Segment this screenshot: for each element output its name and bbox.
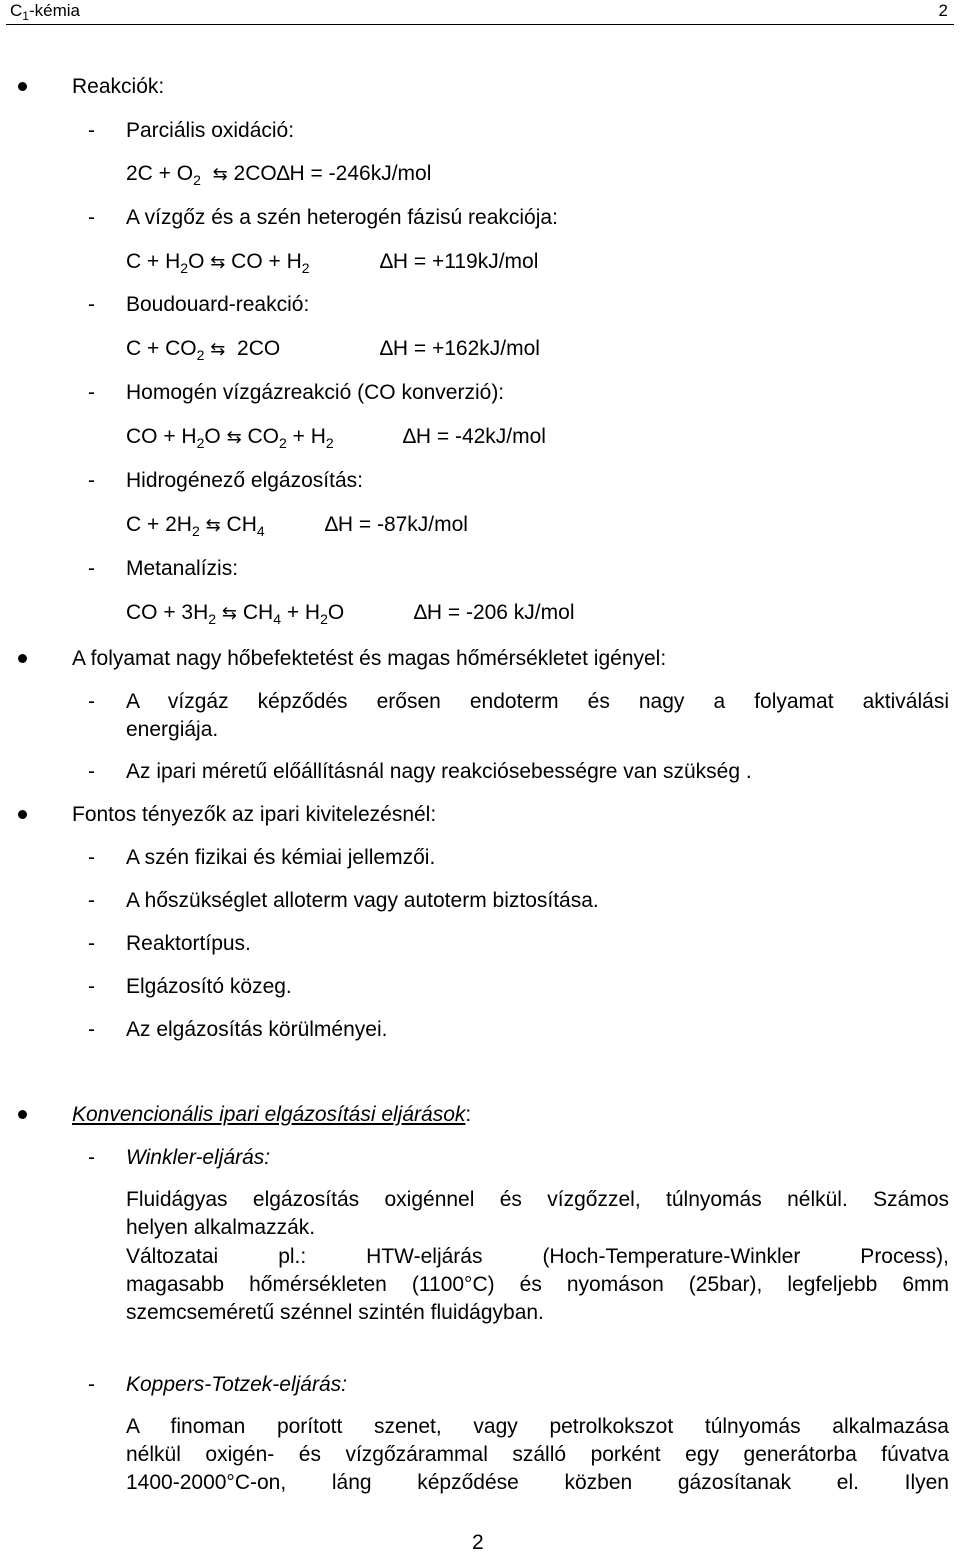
dash-icon: - [88,557,95,580]
running-header-title: $C_1$-kémia [10,1,80,23]
winkler-paragraph-2-line-2: magasabb hőmérsékleten (1100°C) és nyomáson (25bar), legfeljebb 6mm [126,1273,949,1296]
equilibrium-arrow-icon: ⇆ [205,515,221,535]
dash-icon: - [88,1146,95,1169]
boudouard-equation: $C + CO_2$ ⇆ 2CO [126,337,281,363]
dash-icon: - [88,381,95,404]
factors-heading: Fontos tényezők az ipari kivitelezésnél: [72,803,437,826]
winkler-paragraph-1-line-1: Fluidágyas elgázosítás oxigénnel és vízgőzzel, túlnyomás nélkül. Számos [126,1188,949,1211]
equilibrium-arrow-icon: ⇆ [226,427,242,447]
factor-item: Reaktortípus. [126,932,251,955]
footer-page-number: 2 [472,1531,484,1554]
equilibrium-arrow-icon: ⇆ [212,164,228,184]
koppers-paragraph-line-2: nélkül oxigén- és vízgőzárammal szálló porként egy generátorba fúvatva [126,1443,949,1466]
dash-icon: - [88,1018,95,1041]
winkler-paragraph-2-line-3: szemcseméretű szénnel szintén fluidágyban. [126,1301,544,1324]
running-header-page-number: 2 [938,1,948,20]
koppers-paragraph-line-1: A finoman porított szenet, vagy petrolkokszot túlnyomás alkalmazása [126,1415,949,1438]
koppers-title: Koppers-Totzek-eljárás: [126,1373,347,1396]
dash-icon: - [88,293,95,316]
equilibrium-arrow-icon: ⇆ [210,252,226,272]
factor-item: A hőszükséglet alloterm vagy autoterm biztosítása. [126,889,599,912]
heat-item-1-line-2: energiája. [126,718,219,741]
winkler-paragraph-2-line-1: Változatai pl.: HTW-eljárás (Hoch-Temperature-Winkler Process), [126,1245,949,1268]
bullet-icon [18,82,27,91]
dash-icon: - [88,760,95,783]
dash-icon: - [88,846,95,869]
winkler-paragraph-1-line-2: helyen alkalmazzák. [126,1216,316,1239]
hidrogenezo-enthalpy: ∆H = -87kJ/mol [325,513,468,536]
hidrogenezo-label: Hidrogénező elgázosítás: [126,469,363,492]
bullet-icon [18,1110,27,1119]
dash-icon: - [88,975,95,998]
heat-heading: A folyamat nagy hőbefektetést és magas hőmérsékletet igényel: [72,647,667,670]
metanalizis-enthalpy: ∆H = -206 kJ/mol [414,601,575,624]
homogen-enthalpy: ∆H = -42kJ/mol [403,425,546,448]
dash-icon: - [88,119,95,142]
vizgoz-label: A vízgőz és a szén heterogén fázisú reakciója: [126,206,558,229]
header-divider [6,24,954,25]
winkler-title: Winkler-eljárás: [126,1146,271,1169]
homogen-equation: CO + $H_2O$ ⇆ $CO_2 + H_2$ [126,425,334,451]
parcialis-equation: $2C + O_2$ ⇆ 2CO∆H = -246kJ/mol [126,162,432,188]
parcialis-label: Parciális oxidáció: [126,119,295,142]
heat-item-2: Az ipari méretű előállításnál nagy reakciósebességre van szükség . [126,760,752,783]
factor-item: A szén fizikai és kémiai jellemzői. [126,846,436,869]
dash-icon: - [88,932,95,955]
factor-item: Az elgázosítás körülményei. [126,1018,388,1041]
heat-item-1-line-1: A vízgáz képződés erősen endoterm és nagy a folyamat aktiválási [126,690,949,713]
dash-icon: - [88,469,95,492]
dash-icon: - [88,690,95,713]
reactions-heading: Reakciók: [72,75,165,98]
metanalizis-equation: CO + $3H_2$ ⇆ $CH_4 + H_2O$ [126,601,345,627]
bullet-icon [18,654,27,663]
vizgoz-equation: $C + H_2O$ ⇆ CO + $H_2$ [126,250,310,276]
bullet-icon [18,810,27,819]
vizgoz-enthalpy: ∆H = +119kJ/mol [380,250,539,273]
metanalizis-label: Metanalízis: [126,557,239,580]
dash-icon: - [88,1373,95,1396]
boudouard-label: Boudouard-reakció: [126,293,310,316]
dash-icon: - [88,206,95,229]
boudouard-enthalpy: ∆H = +162kJ/mol [380,337,540,360]
factor-item: Elgázosító közeg. [126,975,292,998]
hidrogenezo-equation: $C + 2H_2$ ⇆ $CH_4$ [126,513,265,539]
koppers-paragraph-line-3: 1400-2000°C-on, láng képződése közben gázosítanak el. Ilyen [126,1471,949,1494]
dash-icon: - [88,889,95,912]
homogen-label: Homogén vízgázreakció (CO konverzió): [126,381,505,404]
equilibrium-arrow-icon: ⇆ [221,603,238,623]
processes-heading: Konvencionális ipari elgázosítási eljárások: [72,1103,472,1126]
equilibrium-arrow-icon: ⇆ [210,339,226,359]
